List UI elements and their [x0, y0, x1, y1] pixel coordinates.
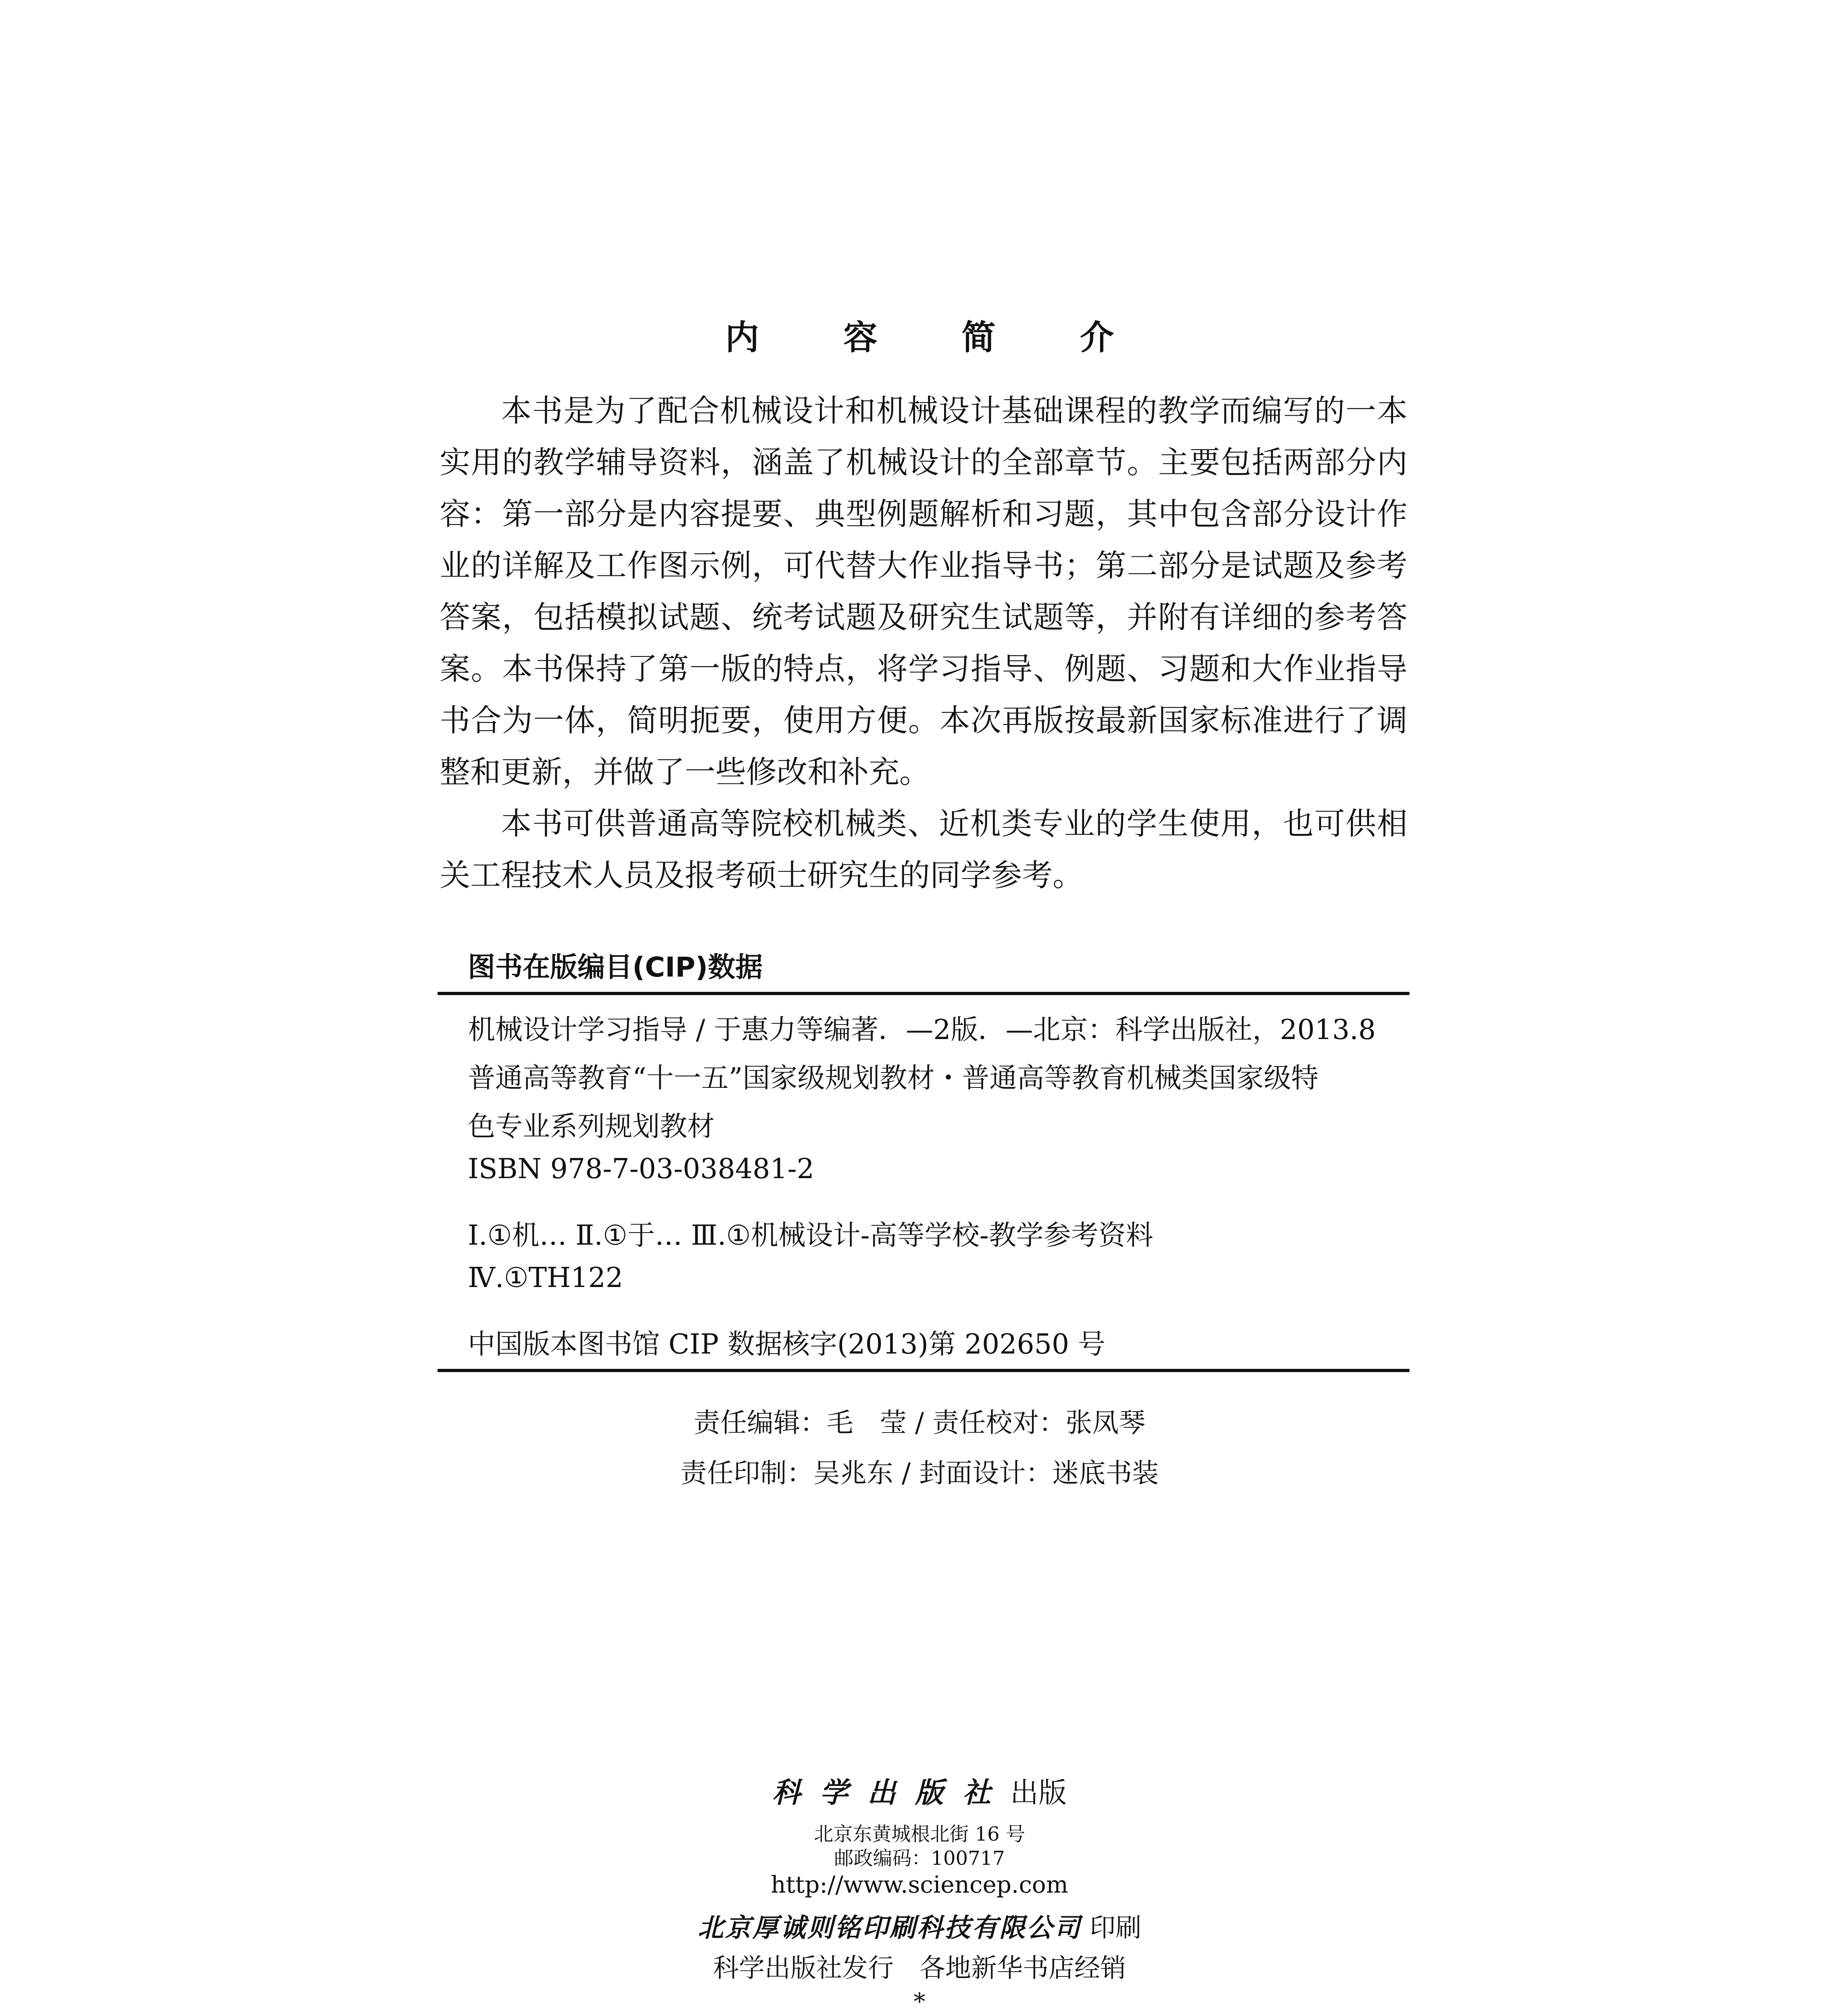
editors-line-1: 责任编辑：毛 莹 / 责任校对：张凤琴: [693, 1407, 1146, 1438]
page-title: 内 容 简 介: [725, 318, 1150, 357]
printer-line: [0, 1907, 1839, 1944]
cip-bottom-rule: [438, 1369, 1409, 1372]
publisher-logo-text: 科学出版社: [772, 1776, 1010, 1809]
cip-isbn: ISBN 978-7-03-038481-2: [468, 1153, 814, 1185]
summary-body: [440, 385, 1407, 901]
cip-classification-number: Ⅳ.①TH122: [468, 1262, 623, 1294]
separator-star: *: [913, 1988, 926, 2015]
publisher-line: [0, 1770, 1839, 1811]
summary-paragraph: 本书是为了配合机械设计和机械设计基础课程的教学而编写的一本实用的教学辅导资料，涵盖了机械设计的全部章节。主要包括两部分内容：第一部分是内容提要、典型例题解析和习题，其中包含部分设计作业的详解及工作图示例，可代替大作业指导书；第二部分是试题及参考答案，包括模拟试题、统考试题及研究生试题等，并附有详细的参考答案。本书保持了第一版的特点，将学习指导、例题、习题和大作业指导书合为一体，简明扼要，使用方便。本次再版按最新国家标准进行了调整和更新，并做了一些修改和补充。: [440, 393, 1407, 790]
distribution-line: 科学出版社发行 各地新华书店经销: [713, 1954, 1126, 1983]
cip-heading: 图书在版编目(CIP)数据: [468, 952, 763, 983]
cip-series-line: 普通高等教育“十一五”国家级规划教材・普通高等教育机械类国家级特: [468, 1062, 1319, 1094]
publisher-url: http://www.sciencep.com: [771, 1871, 1068, 1898]
cip-series-line-continued: 色专业系列规划教材: [468, 1111, 715, 1143]
publisher-postcode: 邮政编码：100717: [834, 1847, 1005, 1870]
publisher-address: 北京东黄城根北街 16 号: [814, 1823, 1025, 1845]
summary-paragraph: 本书可供普通高等院校机械类、近机类专业的学生使用，也可供相关工程技术人员及报考硕士研究生的同学参考。: [440, 806, 1407, 893]
printer-name: 北京厚诚则铭印刷科技有限公司: [697, 1913, 1082, 1943]
cip-classification: Ⅰ.①机… Ⅱ.①于… Ⅲ.①机械设计-高等学校-教学参考资料: [468, 1220, 1153, 1252]
cip-record-number: 中国版本图书馆 CIP 数据核字(2013)第 202650 号: [468, 1329, 1105, 1360]
printer-suffix: 印刷: [1090, 1913, 1142, 1943]
cip-title-line: 机械设计学习指导 / 于惠力等编著．—2版．—北京：科学出版社，2013.8: [468, 1014, 1376, 1046]
cip-top-rule: [438, 992, 1409, 995]
publisher-suffix: 出版: [1010, 1776, 1067, 1809]
editors-line-2: 责任印制：吴兆东 / 封面设计：迷底书装: [680, 1458, 1159, 1489]
